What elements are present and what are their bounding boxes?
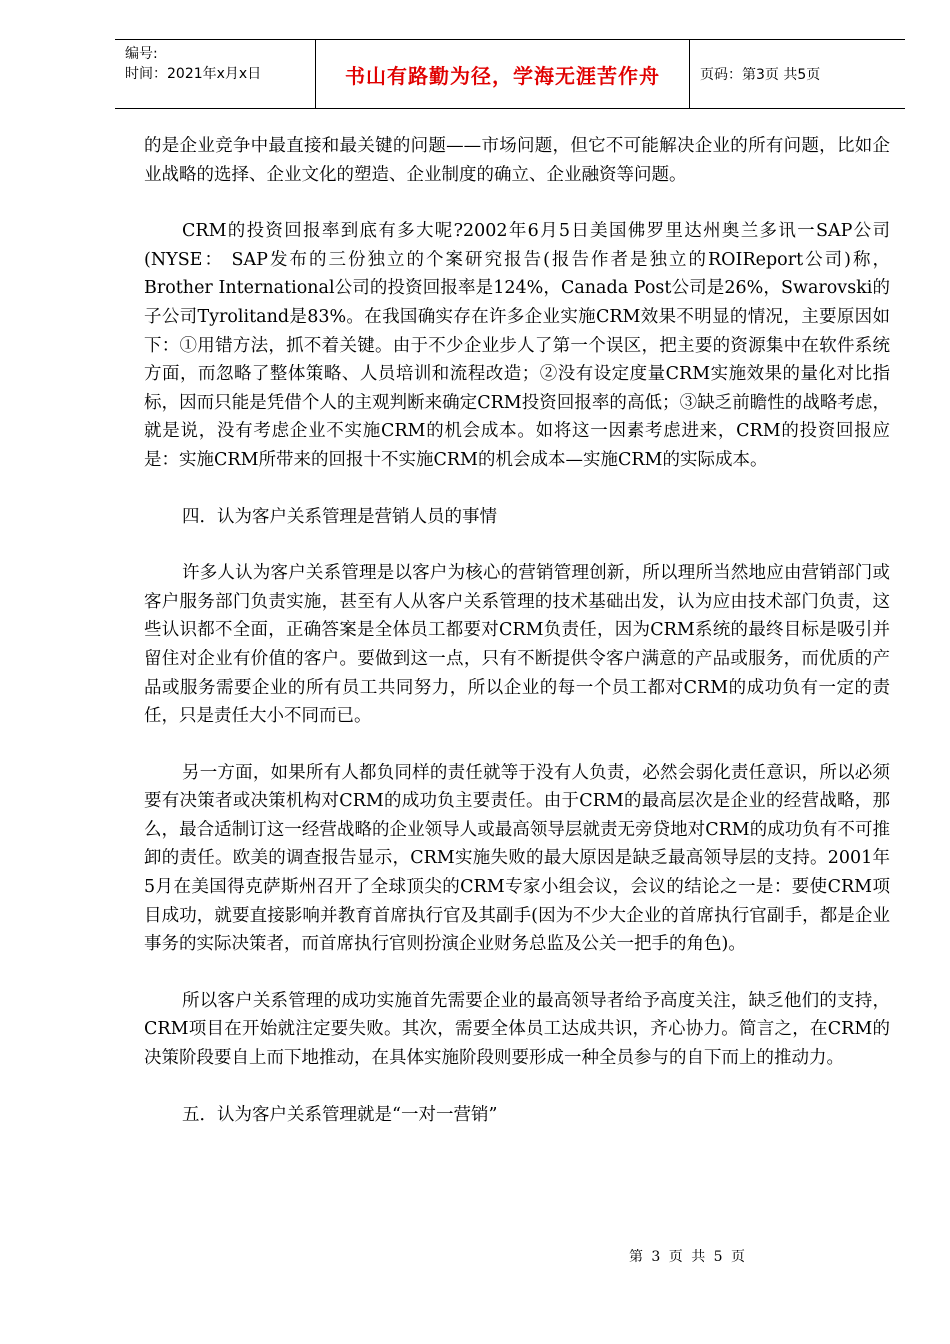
header-motto: 书山有路勤为径，学海无涯苦作舟: [316, 40, 690, 108]
page-footer: [0, 1246, 950, 1266]
header-meta-cell: [115, 40, 316, 108]
code-label: 编号:: [125, 46, 158, 62]
footer-page-number: 第 3 页 共 5 页: [628, 1249, 748, 1265]
page-header: [115, 39, 905, 109]
document-body: [144, 132, 890, 1129]
header-page-info: 页码：第3页 共5页: [700, 67, 821, 83]
paragraph-marketing-staff: 许多人认为客户关系管理是以客户为核心的营销管理创新，所以理所当然地应由营销部门或客户服务部门负责实施，甚至有人从客户关系管理的技术基础出发，认为应由技术部门负责，这些认识都不全面，正确答案是全体员工都要对CRM负责任，因为CRM系统的最终目标是吸引并留住对企业有价值的客户。要做到这一点，只有不断提供令客户满意的产品或服务，而优质的产品或服务需要企业的所有员工共同努力，所以企业的每一个员工都对CRM的成功负有一定的责任，只是责任大小不同而已。: [144, 563, 890, 727]
paragraph-responsibility: 另一方面，如果所有人都负同样的责任就等于没有人负责，必然会弱化责任意识，所以必须要有决策者或决策机构对CRM的成功负主要责任。由于CRM的最高层次是企业的经营战略，那么，最合适制订这一经营战略的企业领导人或最高领导层就责无旁贷地对CRM的成功负有不可推卸的责任。欧美的调查报告显示，CRM实施失败的最大原因是缺乏最高领导层的支持。2001年5月在美国得克萨斯州召开了全球顶尖的CRM专家小组会议，会议的结论之一是：要使CRM项目成功，就要直接影响并教育首席执行官及其副手(因为不少大企业的首席执行官副手，都是企业事务的实际决策者，而首席执行官则扮演企业财务总监及公关一把手的角色)。: [144, 762, 890, 955]
section-heading-5: 五．认为客户关系管理就是“一对一营销”: [182, 1104, 498, 1125]
paragraph-leadership: 所以客户关系管理的成功实施首先需要企业的最高领导者给予高度关注，缺乏他们的支持，CRM项目在开始就注定要失败。其次，需要全体员工达成共识，齐心协力。简言之，在CRM的决策阶段要自上而下地推动，在具体实施阶段则要形成一种全员参与的自下而上的推动力。: [144, 990, 890, 1069]
section-heading-4: 四．认为客户关系管理是营销人员的事情: [182, 506, 497, 527]
paragraph-roi: CRM的投资回报率到底有多大呢?2002年6月5日美国佛罗里达州奥兰多讯一SAP公司(NYSE： SAP发布的三份独立的个案研究报告(报告作者是独立的ROIReport公司)称，Brother International公司的投资回报率是124%，Canada Post公司是26%，Swarovski的子公司Tyrolitand是83%。在我国确实存在许多企业实施CRM效果不明显的情况，主要原因如下：①用错方法，抓不着关键。由于不少企业步人了第一个误区，把主要的资源集中在软件系统方面，而忽略了整体策略、人员培训和流程改造；②没有设定度量CRM实施效果的量化对比指标，因而只能是凭借个人的主观判断来确定CRM投资回报率的高低；③缺乏前瞻性的战略考虑，就是说，没有考虑企业不实施CRM的机会成本。如将这一因素考虑进来，CRM的投资回报应是：实施CRM所带来的回报十不实施CRM的机会成本—实施CRM的实际成本。: [144, 221, 890, 470]
paragraph-continuation: 的是企业竞争中最直接和最关键的问题——市场问题，但它不可能解决企业的所有问题，比如企业战略的选择、企业文化的塑造、企业制度的确立、企业融资等问题。: [144, 136, 890, 185]
time-label: 时间：2021年x月x日: [125, 66, 262, 82]
